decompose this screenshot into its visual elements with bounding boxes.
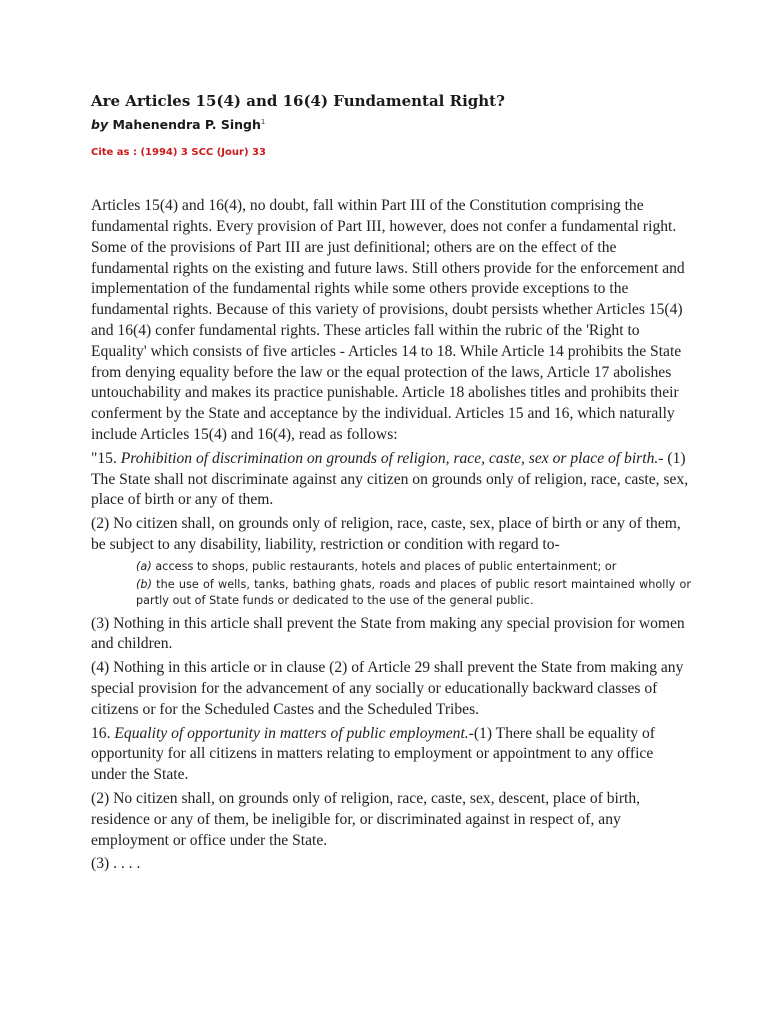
article-15-prefix: "15. [91, 449, 121, 467]
document-body [91, 196, 691, 875]
document-title: Are Articles 15(4) and 16(4) Fundamental Right? [91, 92, 505, 110]
article-16-clause-1-text: -(1) There shall be equality of opportunity for all citizens in matters relating to employment or appointment to any office under the State. [91, 724, 656, 784]
article-16-clause-2: (2) No citizen shall, on grounds only of religion, race, caste, sex, descent, place of birth, residence or any of them, be ineligible for, or discriminated against in respect of, any employment or office under the State. [91, 789, 641, 849]
article-15-clause-2: (2) No citizen shall, on grounds only of religion, race, caste, sex, place of birth or any of them, be subject to any disability, liability, restriction or condition with regard to- [91, 515, 681, 553]
article-15-subclauses [136, 559, 691, 610]
subclause-a-text: access to shops, public restaurants, hotels and places of public entertainment; or [151, 559, 617, 573]
article-16-prefix: 16. [91, 724, 115, 742]
subclause-b-label: (b) [136, 578, 152, 591]
article-16-clause-1 [91, 724, 691, 786]
footnote-marker[interactable]: 1 [260, 118, 266, 126]
byline-by: by [91, 117, 109, 133]
subclause-a-label: (a) [136, 559, 152, 573]
author-name: Mahenendra P. Singh [112, 117, 261, 133]
article-15-clause-4: (4) Nothing in this article or in clause (2) of Article 29 shall prevent the State from making any special provision for the advancement of any socially or educationally backward classes of citizens or for the Scheduled Castes and the Scheduled Tribes. [91, 659, 684, 718]
article-16-clause-3: (3) . . . . [91, 855, 141, 873]
citation: Cite as : (1994) 3 SCC (Jour) 33 [91, 147, 266, 159]
article-16-heading: Equality of opportunity in matters of public employment. [114, 724, 469, 742]
intro-paragraph: Articles 15(4) and 16(4), no doubt, fall within Part III of the Constitution comprising the fundamental rights. Every provision of Part III, however, does not confer a fundamental right. Some of the provisions of Part III are just definitional; others are on the effect of the fundamental rights on the existing and future laws. Still others provide for the enforcement and implementation of the fundamental rights while some others provide exceptions to the fundamental rights. Because of this variety of provisions, doubt persists whether Articles 15(4) and 16(4) confer fundamental rights. These articles fall within the rubric of the 'Right to Equality' which consists of five articles - Articles 14 to 18. While Article 14 prohibits the State from denying equality before the law or the equal protection of the laws, Article 17 abolishes untouchability and makes its practice punishable. Article 18 abolishes titles and prohibits their conferment by the State and acceptance by the individual. Articles 15 and 16, which naturally include Articles 15(4) and 16(4), read as follows: [91, 197, 685, 443]
article-15-heading: Prohibition of discrimination on grounds of religion, race, caste, sex or place of birth. [120, 449, 659, 467]
byline [91, 114, 691, 133]
subclause-a [136, 559, 691, 575]
subclause-b-text: the use of wells, tanks, bathing ghats, roads and places of public resort maintained wholly or partly out of State funds or dedicated to the use of the general public. [136, 578, 691, 608]
article-15-clause-3: (3) Nothing in this article shall prevent the State from making any special provision for women and children. [91, 614, 685, 653]
article-15-clause-1 [91, 449, 691, 511]
article-15-clause-1-text: - (1) The State shall not discriminate against any citizen on grounds only of religion, race, caste, sex, place of birth or any of them. [91, 449, 689, 509]
subclause-b [136, 577, 691, 610]
document-page [91, 92, 691, 878]
